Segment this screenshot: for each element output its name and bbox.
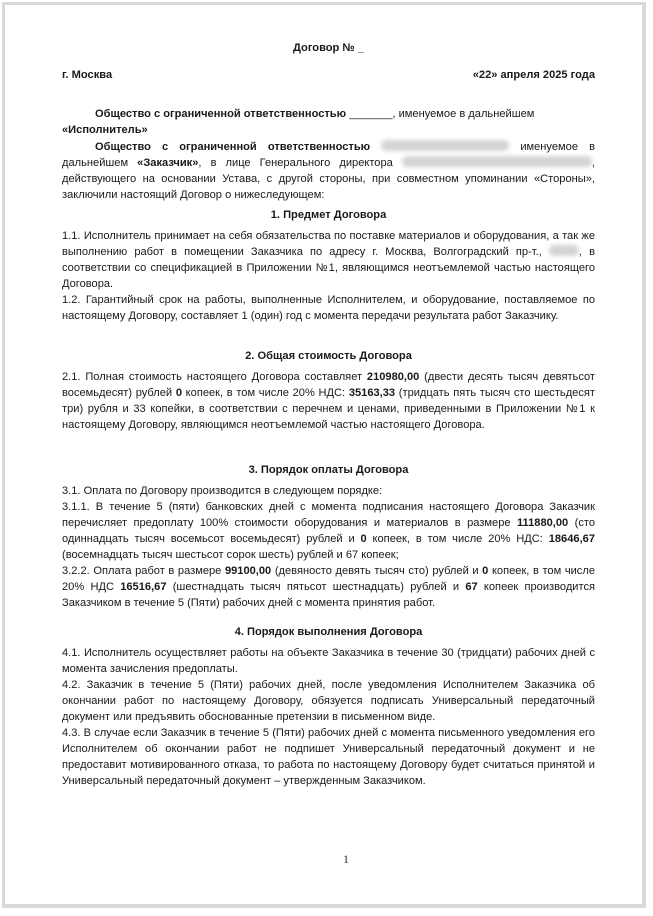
redacted-address: [549, 245, 579, 256]
redacted-company-name: [381, 140, 509, 151]
section-4-heading: 4. Порядок выполнения Договора: [234, 626, 423, 638]
section-3-body: [62, 483, 595, 611]
redacted-director-name: [402, 156, 592, 167]
customer-rest-3: , действующего на основании Устава, с другой стороны, при совместном упоминании «Стороны», заключили настоящий Договор о нижеследующем:: [62, 157, 595, 201]
clause-3-1: 3.1. Оплата по Договору производится в следующем порядке:: [62, 485, 383, 497]
clause-3-1-1-text-c: копеек, в том числе 20% НДС:: [366, 533, 549, 545]
prepay-kopecks: 0: [360, 533, 367, 545]
contract-date: «22» апреля 2025 года: [472, 69, 595, 81]
clause-4-3: 4.3. В случае если Заказчик в течение 5 (Пяти) рабочих дней с момента письменного уведомления его Исполнителем об окончании работ не подпишет Универсальный передаточный документ и не предоставит мотивированного отказа, то работа по настоящему Договору будет считаться принятой и Универсальный передаточный документ – утвержденным Заказчиком.: [62, 727, 595, 787]
section-2-heading: 2. Общая стоимость Договора: [245, 350, 412, 362]
customer-role: «Заказчик»: [137, 157, 199, 169]
customer-rest-2: , в лице Генерального директора: [198, 157, 393, 169]
clause-3-1-1-text-b: (сто одиннадцать тысяч восемьсот восемьдесят) рублей и: [62, 517, 596, 545]
document-title: Договор № _: [293, 42, 364, 54]
clause-2-1-text-d: (тридцать пять тысяч сто шестьдесят три) рубля и 33 копейки, в соответствии с перечнем и ценами, приведенными в Приложении №1 к настоящему Договору, являющимся неотъемлемой частью настоящего Договора.: [62, 387, 595, 431]
executor-rest: , именуемое в дальнейшем: [392, 108, 535, 120]
clause-3-2-2: [62, 563, 595, 611]
clause-2-1-text-c: копеек, в том числе 20% НДС:: [181, 387, 349, 399]
clause-1-1-text-end: , в соответствии со спецификацией в Приложении №1, являющимся неотъемлемой частью настоящего Договора.: [62, 246, 595, 290]
clause-2-1-text: 2.1. Полная стоимость настоящего Договора составляет: [62, 371, 367, 383]
preamble-customer: [62, 139, 595, 203]
clause-3-2-2-text-c: копеек, в том числе 20% НДС: [62, 565, 595, 593]
clause-4-2: 4.2. Заказчик в течение 5 (Пяти) рабочих дней, после уведомления Исполнителем Заказчика об окончании работ по настоящему Договору, обязуется подписать Универсальный передаточный документ или предъявить обоснованные претензии в письменном виде.: [62, 679, 595, 723]
prepay-vat: 18646,67: [548, 533, 595, 545]
clause-3-2-2-text: 3.2.2. Оплата работ в размере: [62, 565, 225, 577]
clause-3-1-1: [62, 499, 595, 563]
clause-4-1: 4.1. Исполнитель осуществляет работы на объекте Заказчика в течение 30 (тридцати) рабочих дней с момента зачисления предоплаты.: [62, 647, 595, 675]
works-kopecks: 0: [482, 565, 489, 577]
clause-1-1: [62, 228, 595, 292]
customer-rest-1: именуемое в дальнейшем: [62, 141, 595, 169]
total-vat: 35163,33: [348, 387, 396, 399]
section-3-heading: 3. Порядок оплаты Договора: [248, 464, 409, 476]
works-vat: 16516,67: [120, 581, 167, 593]
clause-2-1-text-b: (двести десять тысяч девятьсот восемьдесят) рублей: [62, 371, 595, 399]
clause-3-2-2-text-b: (девяносто девять тысяч сто) рублей и: [271, 565, 483, 577]
works-vat-kopecks: 67: [465, 581, 478, 593]
section-1-heading: 1. Предмет Договора: [270, 209, 387, 221]
city: г. Москва: [62, 69, 113, 81]
page-number: 1: [343, 852, 349, 866]
prepay-amount: 111880,00: [516, 517, 569, 529]
clause-2-1: [62, 369, 595, 433]
clause-3-2-2-text-d: (шестнадцать тысяч пятьсот шестнадцать) рублей и: [166, 581, 466, 593]
clause-1-1-text: 1.1. Исполнитель принимает на себя обязательства по поставке материалов и оборудования, а так же выполнению работ в помещении Заказчика по адресу г. Москва, Волгоградский пр-т.,: [62, 230, 595, 258]
section-2-body: [62, 369, 595, 433]
section-4-body: [62, 645, 595, 789]
clause-3-1-1-text-d: (восемнадцать тысяч шестьсот сорок шесть) рублей и 67 копеек;: [62, 549, 399, 561]
works-amount: 99100,00: [224, 565, 272, 577]
total-amount: 210980,00: [366, 371, 420, 383]
clause-3-1-1-text: 3.1.1. В течение 5 (пяти) банковских дней с момента подписания настоящего Договора Заказчик перечисляет предоплату 100% стоимости оборудования и материалов в размере: [62, 501, 595, 529]
customer-org: Общество с ограниченной ответственностью: [95, 141, 371, 153]
section-1-body: [62, 228, 595, 324]
executor-org: Общество с ограниченной ответственностью: [95, 108, 347, 120]
clause-3-2-2-text-e: копеек производится Заказчиком в течение 5 (Пяти) рабочих дней с момента принятия работ.: [62, 581, 596, 609]
executor-blank: _______: [349, 108, 393, 120]
total-kopecks: 0: [175, 387, 182, 399]
preamble-executor: [62, 106, 595, 138]
executor-role: «Исполнитель»: [62, 124, 148, 136]
clause-1-2: 1.2. Гарантийный срок на работы, выполненные Исполнителем, и оборудование, поставляемое по настоящему Договору, составляет 1 (один) год с момента передачи результата работ Заказчику.: [62, 294, 595, 322]
